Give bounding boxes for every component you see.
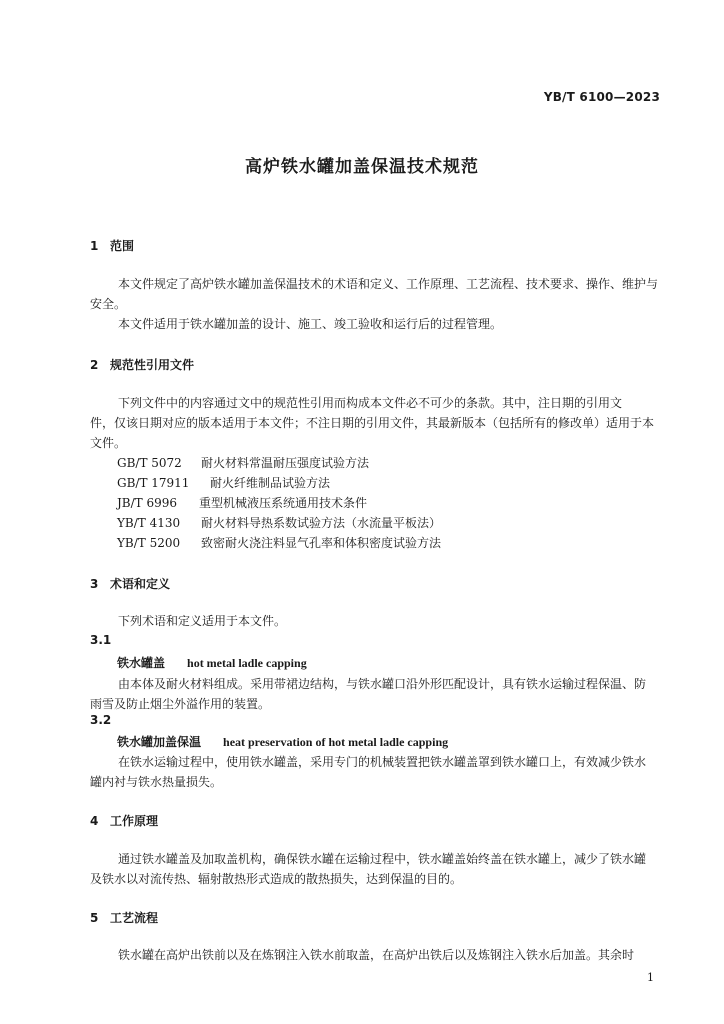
section-3-heading <box>90 575 170 592</box>
page-number: 1 <box>647 971 654 984</box>
section-3-intro: 下列术语和定义适用于本文件。 <box>118 614 287 628</box>
section-5-heading <box>90 909 158 926</box>
section-title: 工艺流程 <box>110 911 159 925</box>
section-1-heading <box>90 237 134 254</box>
term-number: 3.1 <box>90 633 112 647</box>
section-2-paragraph-1: 下列文件中的内容通过文中的规范性引用而构成本文件必不可少的条款。其中，注日期的引用文 件，仅该日期对应的版本适用于本文件；不注日期的引用文件，其最新版本（包括所有的修改单）适用于本 文件。 <box>90 396 655 450</box>
section-title: 术语和定义 <box>110 577 171 591</box>
section-number: 1 <box>90 239 99 253</box>
term-zh: 铁水罐加盖保温 <box>117 735 202 749</box>
section-number: 3 <box>90 577 99 591</box>
section-number: 4 <box>90 814 99 828</box>
term-en: heat preservation of hot metal ladle capping <box>223 735 449 749</box>
document-title: 高炉铁水罐加盖保温技术规范 <box>245 157 479 177</box>
standard-number: YB/T 6100—2023 <box>543 90 660 104</box>
term-definition: 由本体及耐火材料组成。采用带裙边结构，与铁水罐口沿外形匹配设计，具有铁水运输过程保温、防 雨雪及防止烟尘外溢作用的装置。 <box>90 677 647 711</box>
section-5-paragraph-1: 铁水罐在高炉出铁前以及在炼钢注入铁水前取盖，在高炉出铁后以及炼钢注入铁水后加盖。其余时 <box>118 948 635 962</box>
section-number: 5 <box>90 911 99 925</box>
section-number: 2 <box>90 358 99 372</box>
term-en: hot metal ladle capping <box>187 656 307 670</box>
term-heading <box>117 733 448 750</box>
term-definition: 在铁水运输过程中，使用铁水罐盖，采用专门的机械装置把铁水罐盖罩到铁水罐口上，有效减少铁水 罐内衬与铁水热量损失。 <box>90 755 647 789</box>
section-title: 规范性引用文件 <box>110 358 195 372</box>
normative-reference: JB/T 6996 重型机械液压系统通用技术条件 <box>117 496 368 510</box>
normative-reference: GB/T 17911 耐火纤维制品试验方法 <box>117 476 331 490</box>
term-heading <box>117 654 307 671</box>
term-number: 3.2 <box>90 713 112 727</box>
section-title: 工作原理 <box>110 814 159 828</box>
section-title: 范围 <box>110 239 135 253</box>
normative-reference: YB/T 5200 致密耐火浇注料显气孔率和体积密度试验方法 <box>117 536 442 550</box>
section-4-paragraph-1: 通过铁水罐盖及加取盖机构，确保铁水罐在运输过程中，铁水罐盖始终盖在铁水罐上，减少了铁水罐 及铁水以对流传热、辐射散热形式造成的散热损失，达到保温的目的。 <box>90 852 647 886</box>
section-2-heading <box>90 356 194 373</box>
normative-reference: GB/T 5072 耐火材料常温耐压强度试验方法 <box>117 456 370 470</box>
section-1-paragraph-1: 本文件规定了高炉铁水罐加盖保温技术的术语和定义、工作原理、工艺流程、技术要求、操作、维护与 安全。 <box>90 277 659 311</box>
term-zh: 铁水罐盖 <box>117 656 166 670</box>
section-1-paragraph-2: 本文件适用于铁水罐加盖的设计、施工、竣工验收和运行后的过程管理。 <box>118 317 503 331</box>
normative-reference: YB/T 4130 耐火材料导热系数试验方法（水流量平板法） <box>117 516 442 530</box>
section-4-heading <box>90 812 158 829</box>
